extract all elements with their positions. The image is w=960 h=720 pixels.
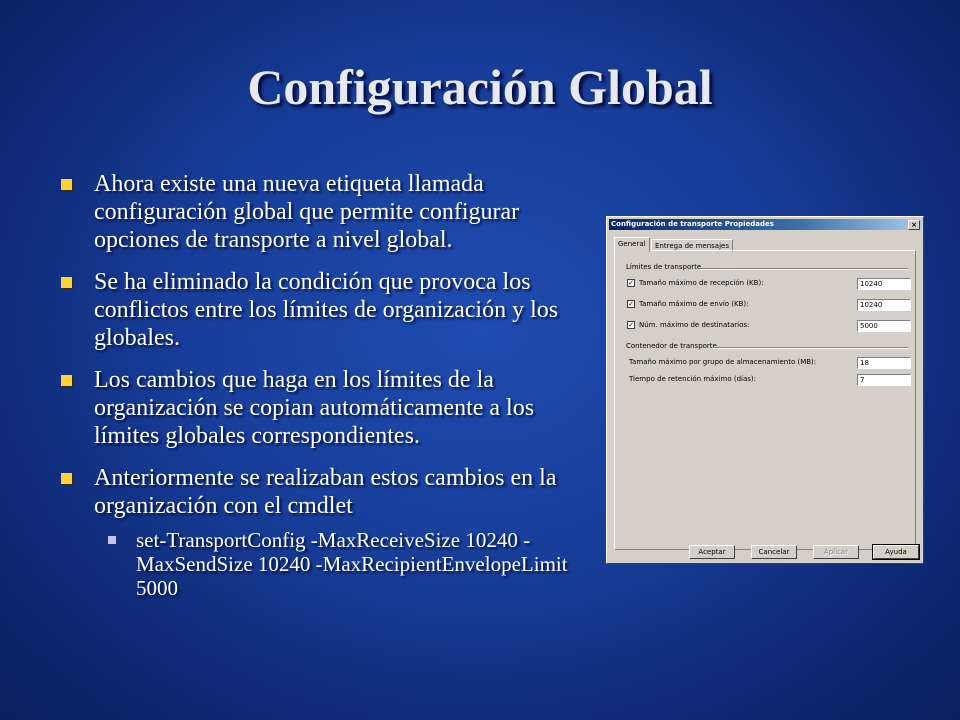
tab-panel-general <box>614 250 916 550</box>
bullet-list <box>58 170 593 600</box>
input-max-storage-group[interactable]: 18 <box>857 357 911 369</box>
dialog-titlebar <box>609 219 921 230</box>
input-max-receive[interactable]: 10240 <box>857 278 911 290</box>
bullet-item <box>58 464 593 520</box>
bullet-text: Los cambios que haga en los límites de la organización se copian automáticamente a los límites globales correspondientes. <box>94 367 535 449</box>
bullet-square-icon <box>61 277 72 288</box>
cancel-button[interactable]: Cancelar <box>751 545 797 559</box>
bullet-item <box>58 268 593 352</box>
group-limites-label: Límites de transporte <box>626 263 702 271</box>
group-contenedor-label: Contenedor de transporte <box>626 342 717 350</box>
properties-dialog <box>606 216 924 564</box>
label-max-recipients: Núm. máximo de destinatarios: <box>639 321 750 329</box>
sub-bullet-square-icon <box>108 536 116 544</box>
tab-general[interactable]: General <box>614 237 650 252</box>
label-max-storage-group: Tamaño máximo por grupo de almacenamiento (MB): <box>629 358 817 366</box>
checkbox-max-send[interactable]: ✓ <box>628 300 634 308</box>
tab-entrega-de-mensajes[interactable]: Entrega de mensajes <box>651 239 733 252</box>
sub-bullet-item <box>58 528 593 600</box>
checkbox-max-receive[interactable]: ✓ <box>628 279 634 287</box>
bullet-square-icon <box>61 375 72 386</box>
input-retention-time[interactable]: 7 <box>857 374 911 386</box>
label-retention-time: Tiempo de retención máximo (días): <box>629 375 756 383</box>
accept-button[interactable]: Aceptar <box>689 545 735 559</box>
bullet-text: Ahora existe una nueva etiqueta llamada configuración global que permite configurar opciones de transporte a nivel global. <box>94 171 520 253</box>
dialog-title: Configuración de transporte Propiedades <box>611 220 774 228</box>
group-divider <box>700 268 908 270</box>
bullet-square-icon <box>61 179 72 190</box>
close-button[interactable]: × <box>908 220 920 230</box>
help-button[interactable]: Ayuda <box>873 545 919 559</box>
slide-title: Configuración Global <box>247 59 713 115</box>
input-max-recipients[interactable]: 5000 <box>857 320 911 332</box>
bullet-item <box>58 170 593 254</box>
bullet-text: Se ha eliminado la condición que provoca los conflictos entre los límites de organización y los globales. <box>94 269 559 351</box>
checkbox-max-recipients[interactable]: ✓ <box>628 321 634 329</box>
label-max-send: Tamaño máximo de envío (KB): <box>639 300 749 308</box>
apply-button[interactable]: Aplicar <box>813 545 859 559</box>
sub-bullet-text: set-TransportConfig -MaxReceiveSize 10240 -MaxSendSize 10240 -MaxRecipientEnvelopeLimit 5000 <box>136 528 568 600</box>
label-max-receive: Tamaño máximo de recepción (KB): <box>639 279 764 287</box>
bullet-text: Anteriormente se realizaban estos cambios en la organización con el cmdlet <box>94 465 557 519</box>
bullet-square-icon <box>61 473 72 484</box>
group-divider <box>713 347 908 349</box>
input-max-send[interactable]: 10240 <box>857 299 911 311</box>
bullet-item <box>58 366 593 450</box>
